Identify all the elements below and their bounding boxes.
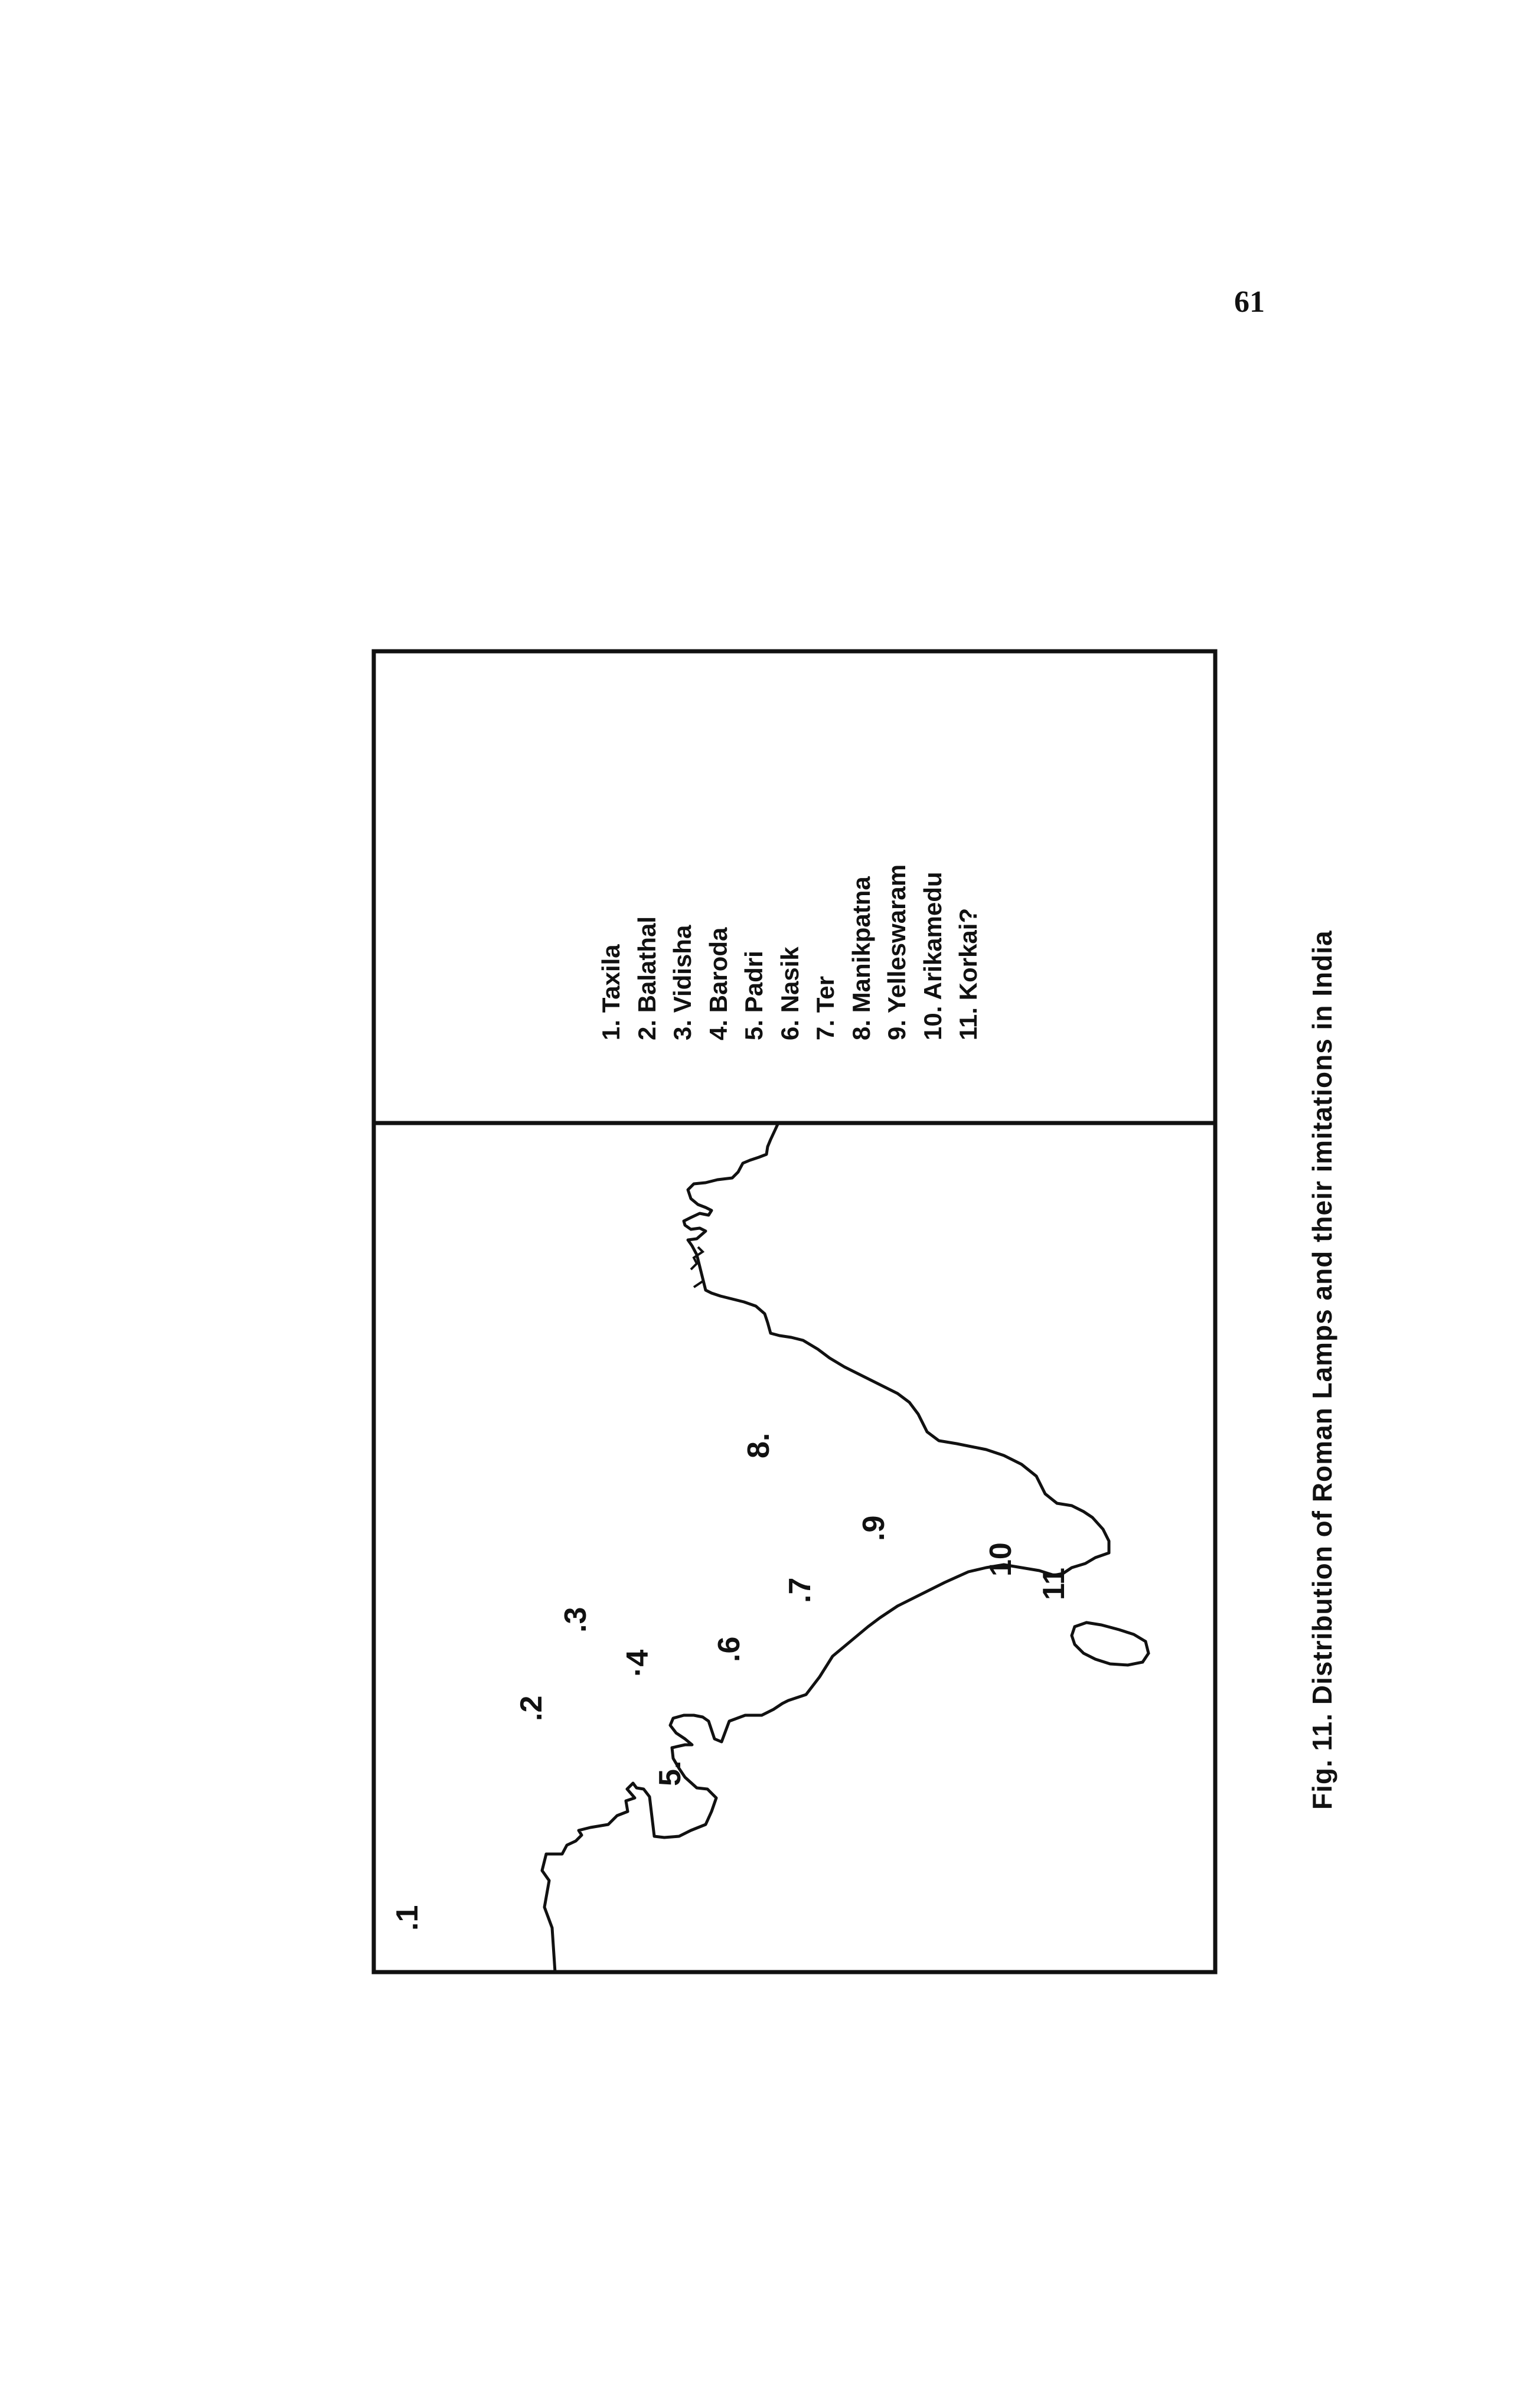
legend-item: 9. Yelleswaram — [883, 864, 911, 1040]
map-legend — [593, 792, 987, 1040]
page-number: 61 — [1234, 285, 1265, 319]
figure-caption: Fig. 11. Distribution of Roman Lamps and their imitations in India — [1307, 930, 1337, 1810]
legend-item: 2. Balathal — [632, 916, 661, 1040]
site-label-2: .2 — [514, 1695, 549, 1721]
site-label-8: 8. — [742, 1432, 776, 1458]
india-coastline — [542, 1123, 1109, 1972]
legend-item: 10. Arikamedu — [918, 872, 947, 1040]
legend-item: 5. Padri — [740, 951, 768, 1040]
legend-item: 7. Ter — [811, 976, 839, 1040]
site-label-1: .1 — [390, 1905, 425, 1931]
legend-item: 8. Manikpatna — [847, 876, 875, 1040]
site-label-6: .6 — [712, 1636, 746, 1662]
site-label-3: .3 — [559, 1607, 593, 1633]
site-label-9: .9 — [857, 1515, 891, 1541]
site-label-7: .7 — [783, 1577, 817, 1603]
site-label-11: 11 — [1037, 1568, 1071, 1600]
legend-item: 4. Baroda — [704, 927, 732, 1040]
site-label-4: ·4 — [621, 1649, 655, 1677]
sri-lanka — [1072, 1623, 1149, 1665]
legend-item: 11. Korkai? — [954, 908, 982, 1040]
legend-item: 6. Nasik — [775, 946, 804, 1040]
legend-item: 1. Taxila — [597, 944, 625, 1040]
legend-item: 3. Vidisha — [668, 925, 696, 1040]
site-label-5: 5. — [653, 1760, 687, 1786]
site-label-10: 10 — [984, 1542, 1018, 1577]
